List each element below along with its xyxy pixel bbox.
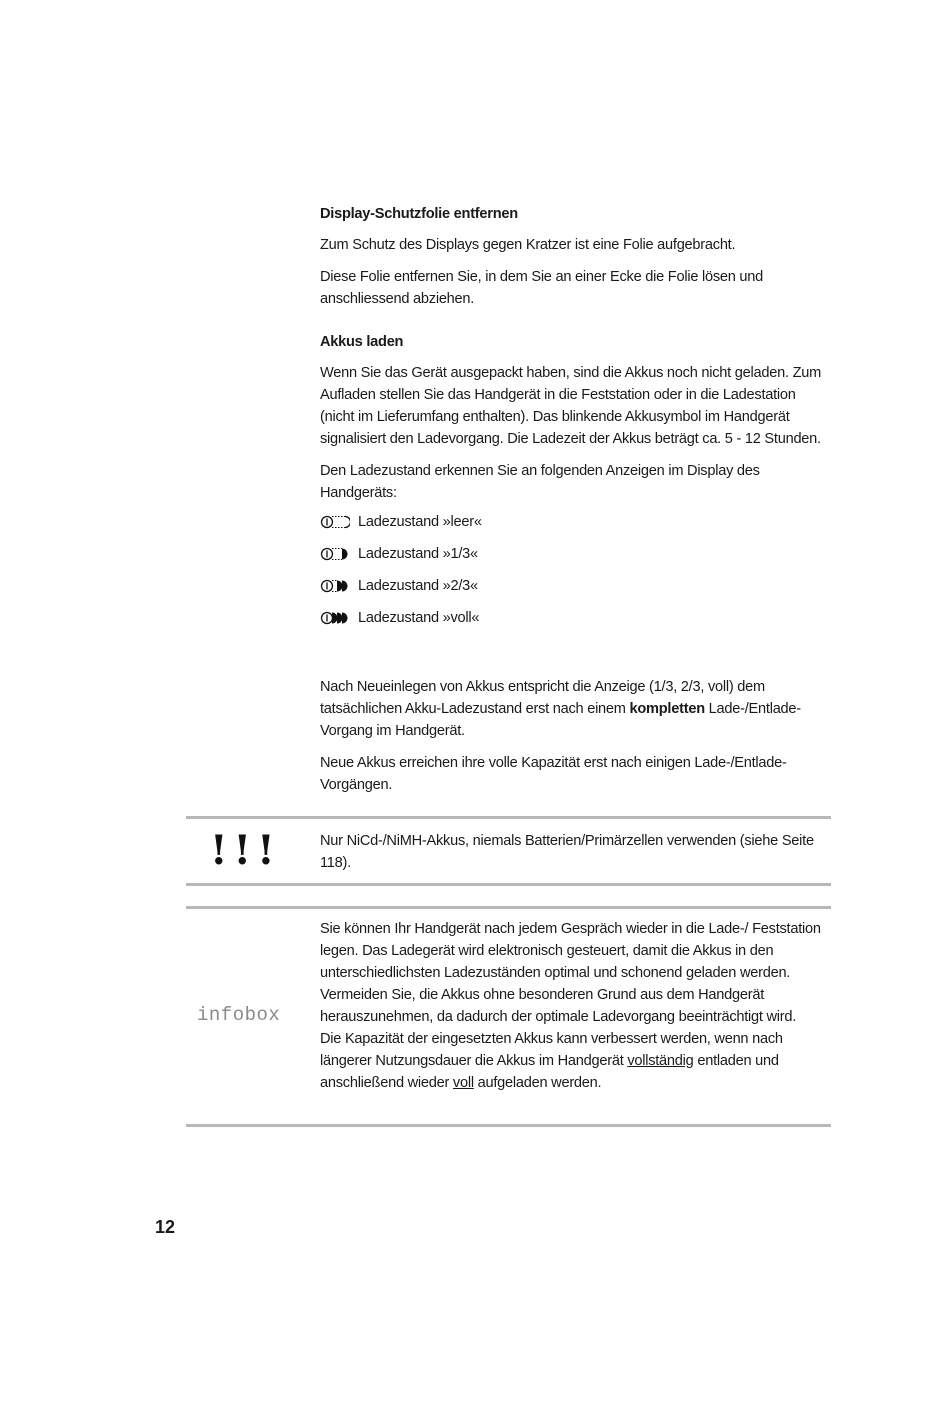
battery-one-third-icon (320, 547, 350, 561)
charge-state-label: Ladezustand »voll« (358, 610, 480, 626)
warning-text: Nur NiCd-/NiMH-Akkus, niemals Batterien/Primärzellen verwenden (siehe Seite 118). (320, 833, 814, 871)
list-item (320, 538, 832, 570)
infobox-label: infobox (197, 1004, 281, 1026)
bold-text: kompletten (629, 701, 705, 717)
battery-full-icon (320, 611, 350, 625)
text-run: Die Kapazität der eingesetzten Akkus kann verbessert werden, wenn nach längerer Nutzungsdauer die Akkus im Handgerät (320, 1031, 783, 1069)
warning-icon: !!! (210, 827, 281, 874)
list-item (320, 602, 832, 634)
paragraph: Sie können Ihr Handgerät nach jedem Gespräch wieder in die Lade-/ Feststation legen. Das Ladegerät wird elektronisch gesteuert, damit die Akkus in den unterschiedlichsten Ladezuständen optimal und schonend geladen werden. Vermeiden Sie, die Akkus ohne besonderen Grund aus dem Handgerät herauszunehmen, da dadurch der optimale Ladevorgang beeinträchtigt wird. (320, 921, 821, 1025)
underlined-text: voll (452, 1075, 474, 1091)
paragraph (320, 1028, 825, 1094)
paragraph: Diese Folie entfernen Sie, in dem Sie an einer Ecke die Folie lösen und anschliessend abziehen. (320, 269, 764, 307)
paragraph (320, 676, 832, 742)
charge-state-list (320, 506, 832, 634)
paragraph: Den Ladezustand erkennen Sie an folgenden Anzeigen im Display des Handgeräts: (320, 463, 760, 501)
paragraph: Wenn Sie das Gerät ausgepackt haben, sind die Akkus noch nicht geladen. Zum Aufladen stellen Sie das Handgerät in die Feststation oder in die Ladestation (nicht im Lieferumfang enthalten). Das blinkende Akkusymbol im Handgerät signalisiert den Ladevorgang. Die Ladezeit der Akkus beträgt ca. 5 - 12 Stunden. (320, 365, 822, 447)
divider (186, 906, 831, 909)
divider (186, 1124, 831, 1127)
text-run: Nach Neueinlegen von Akkus entspricht die Anzeige (1/3, 2/3, voll) dem tatsächlichen Akku-Ladezustand erst nach einem (320, 679, 765, 717)
page-number: 12 (155, 1217, 176, 1237)
main-content (320, 204, 832, 806)
text-run: entladen und anschließend wieder (320, 1053, 779, 1091)
battery-empty-icon (320, 515, 350, 529)
battery-two-thirds-icon (320, 579, 350, 593)
infobox-text (320, 918, 825, 1094)
charge-state-label: Ladezustand »leer« (358, 514, 482, 530)
underlined-text: vollständig (627, 1053, 694, 1069)
section-title-charge-batteries: Akkus laden (320, 334, 404, 350)
charge-state-label: Ladezustand »1/3« (358, 546, 478, 562)
section-title-display-film: Display-Schutzfolie entfernen (320, 206, 518, 222)
paragraph: Zum Schutz des Displays gegen Kratzer ist eine Folie aufgebracht. (320, 237, 736, 253)
text-run: Lade-/Entlade-Vorgang im Handgerät. (320, 701, 801, 739)
divider (186, 816, 831, 819)
charge-notes (320, 676, 832, 796)
paragraph: Neue Akkus erreichen ihre volle Kapazität erst nach einigen Lade-/Entlade-Vorgängen. (320, 755, 787, 793)
divider (186, 883, 831, 886)
text-run: aufgeladen werden. (473, 1075, 602, 1091)
list-item (320, 506, 832, 538)
charge-state-label: Ladezustand »2/3« (358, 578, 478, 594)
list-item (320, 570, 832, 602)
